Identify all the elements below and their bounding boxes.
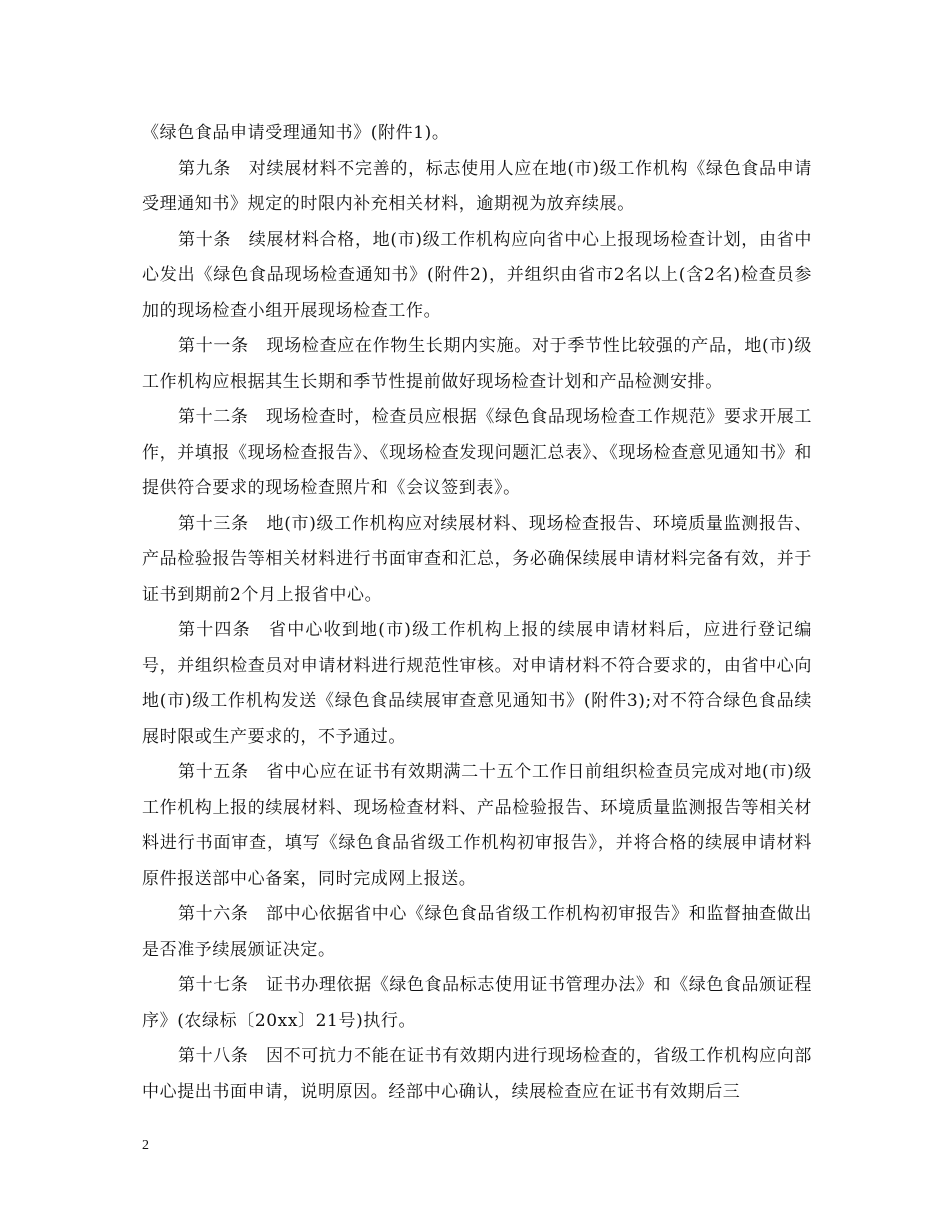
- article-9: 第九条 对续展材料不完善的，标志使用人应在地(市)级工作机构《绿色食品申请受理通知书》规定的时限内补充相关材料，逾期视为放弃续展。: [142, 158, 812, 214]
- article-13: 第十三条 地(市)级工作机构应对续展材料、现场检查报告、环境质量监测报告、产品检验报告等相关材料进行书面审查和汇总，务必确保续展申请材料完备有效，并于证书到期前2个月上报省中心。: [142, 513, 812, 605]
- article-14: 第十四条 省中心收到地(市)级工作机构上报的续展申请材料后，应进行登记编号，并组织检查员对申请材料进行规范性审核。对申请材料不符合要求的，由省中心向地(市)级工作机构发送《绿色食品续展审查意见通知书》(附件3);对不符合绿色食品续展时限或生产要求的，不予通过。: [142, 620, 812, 747]
- article-16: 第十六条 部中心依据省中心《绿色食品省级工作机构初审报告》和监督抽查做出是否准予续展颁证决定。: [142, 904, 812, 960]
- article-12: 第十二条 现场检查时，检查员应根据《绿色食品现场检查工作规范》要求开展工作，并填报《现场检查报告》、《现场检查发现问题汇总表》、《现场检查意见通知书》和提供符合要求的现场检查照片和《会议签到表》。: [142, 407, 812, 498]
- page-number: 2: [142, 1138, 149, 1153]
- document-body: [142, 116, 812, 1110]
- article-11: 第十一条 现场检查应在作物生长期内实施。对于季节性比较强的产品，地(市)级工作机构应根据其生长期和季节性提前做好现场检查计划和产品检测安排。: [142, 336, 812, 392]
- paragraph-continuation: 《绿色食品申请受理通知书》(附件1)。: [142, 123, 450, 143]
- article-18: 第十八条 因不可抗力不能在证书有效期内进行现场检查的，省级工作机构应向部中心提出书面申请，说明原因。经部中心确认，续展检查应在证书有效期后三: [142, 1046, 812, 1102]
- article-10: 第十条 续展材料合格，地(市)级工作机构应向省中心上报现场检查计划，由省中心发出《绿色食品现场检查通知书》(附件2)，并组织由省市2名以上(含2名)检查员参加的现场检查小组开展现场检查工作。: [142, 229, 812, 321]
- article-17: 第十七条 证书办理依据《绿色食品标志使用证书管理办法》和《绿色食品颁证程序》(农绿标〔20xx〕21号)执行。: [142, 975, 812, 1031]
- article-15: 第十五条 省中心应在证书有效期满二十五个工作日前组织检查员完成对地(市)级工作机构上报的续展材料、现场检查材料、产品检验报告、环境质量监测报告等相关材料进行书面审查，填写《绿色食品省级工作机构初审报告》，并将合格的续展申请材料原件报送部中心备案，同时完成网上报送。: [142, 762, 812, 889]
